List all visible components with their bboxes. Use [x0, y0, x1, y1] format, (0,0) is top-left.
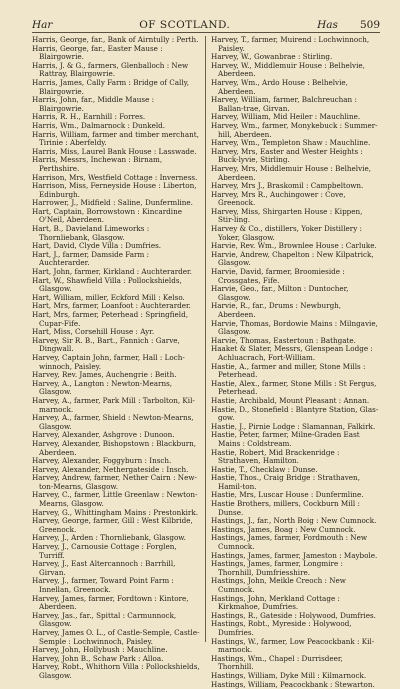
- directory-entry: Harris, Wm., Dalmarnock : Dunkeld.: [32, 120, 166, 130]
- directory-entry: Hastings, James, Boag : New Cumnock.: [211, 524, 356, 534]
- directory-entry: Harvie, Thomas, Bordowie Mains : Milngavie, Glasgow.: [211, 318, 378, 337]
- directory-entry: Harvey, Andrew, farmer, Nether Cairn : New-ton-Mearns, Glasgow.: [32, 473, 197, 491]
- directory-entry: Harvey, Wm., farmer, Monykebuck : Summer-hill, Aberdeen.: [211, 120, 378, 139]
- directory-entry: Harvey, T., farmer, Muirend : Lochwinnoch, Paisley.: [211, 35, 370, 53]
- directory-entry: Hastie Brothers, millers, Cockburn Mill : Dunse.: [211, 499, 360, 517]
- directory-entry: Harvey, Wm., Ardo House : Belhelvie, Aberdeen.: [211, 77, 348, 96]
- directory-entry: Hart, Miss, Corsehill House : Ayr.: [32, 327, 155, 337]
- directory-entry: Harris, John, far., Middle Mause : Blairgowrie.: [32, 95, 155, 113]
- directory-entry: Hastie, Thos., Craig Bridge : Strathaven, Hamil-ton.: [211, 473, 360, 491]
- directory-entry: Harvey, Sir R. B., Bart., Fannich : Garve, Dingwall.: [32, 335, 180, 354]
- directory-entry: Harvey, Alexander, Bishopstown : Blackburn, Aberdeen.: [32, 438, 197, 457]
- directory-entry: Hastings, John, Merkland Cottage : Kirkmahoe, Dumfries.: [211, 593, 340, 612]
- directory-entry: Harvey, Alexander, Nethergateside : Insch.: [32, 464, 189, 474]
- directory-entry: Harrison, Mrs, Westfield Cottage : Inverness.: [32, 172, 198, 182]
- directory-entry: Harvey, Captain John, farmer, Hall : Loch-winnoch, Paisley.: [32, 352, 185, 371]
- directory-entry: Harris, Miss, Laurel Bank House : Lasswade.: [32, 146, 197, 156]
- directory-entry: Harvey, William, Mid Heiler : Mauchline.: [211, 112, 361, 122]
- header-right-guide-word: Has: [317, 19, 338, 31]
- header-left-guide-word: Har: [32, 19, 53, 31]
- directory-entry: Harvey, Mrs J., Braskomil : Campbeltown.: [211, 181, 364, 191]
- right-column: [206, 35, 380, 689]
- directory-entry: Hastings, James, farmer, Fordmouth : New Cumnock.: [211, 533, 368, 552]
- directory-entry: Harvey, James, farmer, Fordtown : Kintore, Aberdeen.: [32, 593, 189, 612]
- directory-columns: [32, 35, 380, 689]
- directory-entry: Hastie, T., Checklaw : Dunse.: [211, 464, 318, 474]
- directory-entry: Hart, John, farmer, Kirkland : Auchterarder.: [32, 267, 192, 277]
- directory-entry: Hastings, James, farmer, Longmire : Thornhill, Dumfriesshire.: [211, 559, 343, 577]
- directory-entry: Hastie, A., farmer and miller, Stone Mills : Peterhead.: [211, 361, 366, 380]
- directory-entry: Harvey, G., Whittingham Mains : Prestonkirk.: [32, 507, 198, 517]
- directory-entry: Harris, George, far., Bank of Airntully : Perth.: [32, 35, 199, 44]
- directory-entry: Harvey, C., farmer, Little Greenlaw : Newton-Mearns, Glasgow.: [32, 490, 198, 509]
- directory-entry: Hastings, John, Meikle Creoch : New Cumnock.: [211, 576, 346, 594]
- directory-entry: Harrower, J., Midfield : Saline, Dunfermline.: [32, 198, 193, 208]
- directory-entry: Harvey, J., East Altercannoch : Barrhill, Girvan.: [32, 559, 176, 577]
- directory-entry: Hastings, W., farmer, Low Peacockbank : Kil-marnock.: [211, 636, 375, 655]
- directory-entry: Harvey, Jas., far., Spittal : Carmunnock, Glasgow.: [32, 610, 177, 629]
- directory-entry: Harvie, David, farmer, Broomieside : Crossgates, Fife.: [211, 267, 345, 285]
- directory-entry: Harvey, Mrs R., Auchingower : Cove, Greenock.: [211, 189, 346, 208]
- directory-entry: Hastings, R., Gateside : Holywood, Dumfries.: [211, 610, 376, 620]
- directory-entry: Harvey, J., Arden : Thornliebank, Glasgow.: [32, 533, 186, 543]
- directory-entry: Hart, B., Davieland Limeworks : Thornliebank, Glasgow.: [32, 224, 150, 242]
- directory-entry: Harvey, A., Langton : Newton-Mearns, Glasgow.: [32, 378, 173, 397]
- directory-entry: Harris, R. H., Earnhill : Forres.: [32, 112, 146, 122]
- directory-entry: Harvey & Co., distillers, Yoker Distillery : Yoker, Glasgow.: [211, 224, 362, 242]
- directory-entry: Hart, William, miller, Eckford Mill : Kelso.: [32, 292, 185, 302]
- header-right-group: [317, 18, 380, 32]
- directory-entry: Hastings, William, Dyke Mill : Kilmarnock.: [211, 670, 367, 680]
- directory-entry: Hastie, J., Pirnie Lodge : Slamannan, Falkirk.: [211, 421, 376, 431]
- directory-entry: Harvey, Alexander, Foggyburn : Insch.: [32, 456, 172, 466]
- directory-entry: Harvie, R., far., Drums : Newburgh, Aberdeen.: [211, 301, 342, 319]
- directory-entry: Harvey, Wm., Templeton Shaw : Mauchline.: [211, 138, 371, 148]
- directory-entry: Harvey, John, Hollybush : Mauchline.: [32, 645, 168, 655]
- directory-entry: Harvey, Alexander, Ashgrove : Dunoon.: [32, 430, 175, 440]
- directory-entry: Harrison, Miss, Ferneyside House : Liberton, Edinburgh.: [32, 181, 197, 199]
- directory-entry: Hastie, Archibald, Mount Pleasant : Annan.: [211, 395, 370, 405]
- directory-entry: Harris, James, Cally Farm : Bridge of Cally, Blairgowrie.: [32, 77, 190, 96]
- directory-entry: Harvey, William, farmer, Balchreuchan : Ballan-trae, Girvan.: [211, 95, 357, 113]
- directory-entry: Hastie, Peter, farmer, Milne-Graden East Mains : Coldstream.: [211, 430, 360, 448]
- page-number: 509: [359, 19, 380, 31]
- directory-entry: Hart, Captain, Borrowstown : Kincardine O'Neil, Aberdeen.: [32, 206, 182, 225]
- directory-entry: Hastie, Alex., farmer, Stone Mills : St Fergus, Peterhead.: [211, 378, 377, 397]
- directory-entry: Hart, W., Shawfield Villa : Pollockshields, Glasgow.: [32, 275, 182, 294]
- directory-entry: Harvey, W., Gowanbrae : Stirling.: [211, 52, 333, 62]
- directory-entry: Harvey, A., farmer, Shield : Newton-Mearns, Glasgow.: [32, 413, 194, 431]
- directory-entry: Harvey, Mrs, Middlemuir House : Belhelvie, Aberdeen.: [211, 163, 371, 182]
- directory-entry: Hastie, Robert, Mid Brackenridge : Strathaven, Hamilton.: [211, 447, 340, 466]
- directory-entry: Hastings, Wm., Chapel : Durrisdeer, Thornhill.: [211, 653, 343, 672]
- header-title: OF SCOTLAND.: [139, 19, 231, 31]
- directory-entry: Harvey, A., farmer, Park Mill : Tarbolton, Kil-marnock.: [32, 395, 195, 414]
- directory-entry: Harvie, Andrew, Chapelton : New Kilpatrick, Glasgow.: [211, 249, 374, 268]
- directory-entry: Harris, William, farmer and timber merchant, Tirinie : Aberfeldy.: [32, 129, 199, 148]
- directory-entry: Harvey, Robt., Whithorn Villa : Pollockshields, Glasgow.: [32, 662, 200, 680]
- directory-entry: Hastings, William, Peacockbank : Stewarton.: [211, 679, 375, 689]
- directory-entry: Harvie, Thomas, Eastertoun : Bathgate.: [211, 335, 356, 345]
- directory-entry: Harvey, James O. L., of Castle-Semple, Castle-Semple : Lochwinnoch, Paisley.: [32, 627, 200, 646]
- directory-entry: Hart, David, Clyde Villa : Dumfries.: [32, 241, 162, 251]
- directory-entry: Harris, Messrs, Inchewan : Birnam, Perthshire.: [32, 155, 163, 173]
- directory-entry: Harvie, Rev. Wm., Brownlee House : Carluke.: [211, 241, 377, 251]
- directory-entry: Hart, Mrs, farmer, Loanfoot : Auchterarder.: [32, 301, 191, 311]
- running-header: [32, 14, 380, 33]
- directory-entry: Hart, Mrs, farmer, Peterhead : Springfield, Cupar-Fife.: [32, 310, 188, 328]
- directory-entry: Harvey, J., farmer, Toward Point Farm : Innellan, Greenock.: [32, 576, 174, 594]
- directory-entry: Harvey, W., Middlemuir House : Belhelvie, Aberdeen.: [211, 60, 365, 79]
- directory-entry: Harris, George, far., Easter Mause : Blairgowrie.: [32, 43, 163, 62]
- directory-entry: Hastings, James, farmer, Jameston : Maybole.: [211, 550, 378, 560]
- directory-entry: Harvey, George, farmer, Gill : West Kilbride, Greenock.: [32, 516, 193, 534]
- left-column: [32, 35, 206, 680]
- directory-entry: Hastie, Mrs, Luscar House : Dunfermline.: [211, 490, 364, 500]
- directory-entry: Hart, J., farmer, Damside Farm : Auchterarder.: [32, 249, 150, 268]
- directory-entry: Harvey, Miss, Shirgarten House : Kippen, Stir-ling.: [211, 206, 363, 225]
- directory-entry: Harvey, J., Carnousie Cottage : Forglen, Turriff.: [32, 542, 177, 560]
- directory-entry: Harvey, John B., Schaw Park : Alloa.: [32, 653, 164, 663]
- directory-entry: Hastings, Robt., Myreside : Holywood, Dumfries.: [211, 619, 352, 637]
- directory-entry: Harvie, Geo., far., Milton : Duntocher, Glasgow.: [211, 284, 349, 302]
- directory-entry: Harris, J. & G., farmers, Glenballoch : New Rattray, Blairgowrie.: [32, 60, 189, 79]
- directory-entry: Haaket & Slater, Messrs, Glenspean Lodge : Achluacrach, Fort-William.: [211, 344, 373, 362]
- directory-entry: Harvey, Mrs, Easter and Wester Heights : Buck-lyvie, Stirling.: [211, 146, 363, 165]
- directory-entry: Hastings, J., far., North Boig : New Cumnock.: [211, 516, 377, 526]
- directory-entry: Hastie, D., Stonefield : Blantyre Station, Glas-gow.: [211, 404, 379, 423]
- directory-entry: Harvey, Rev. James, Auchengrie : Beith.: [32, 370, 177, 380]
